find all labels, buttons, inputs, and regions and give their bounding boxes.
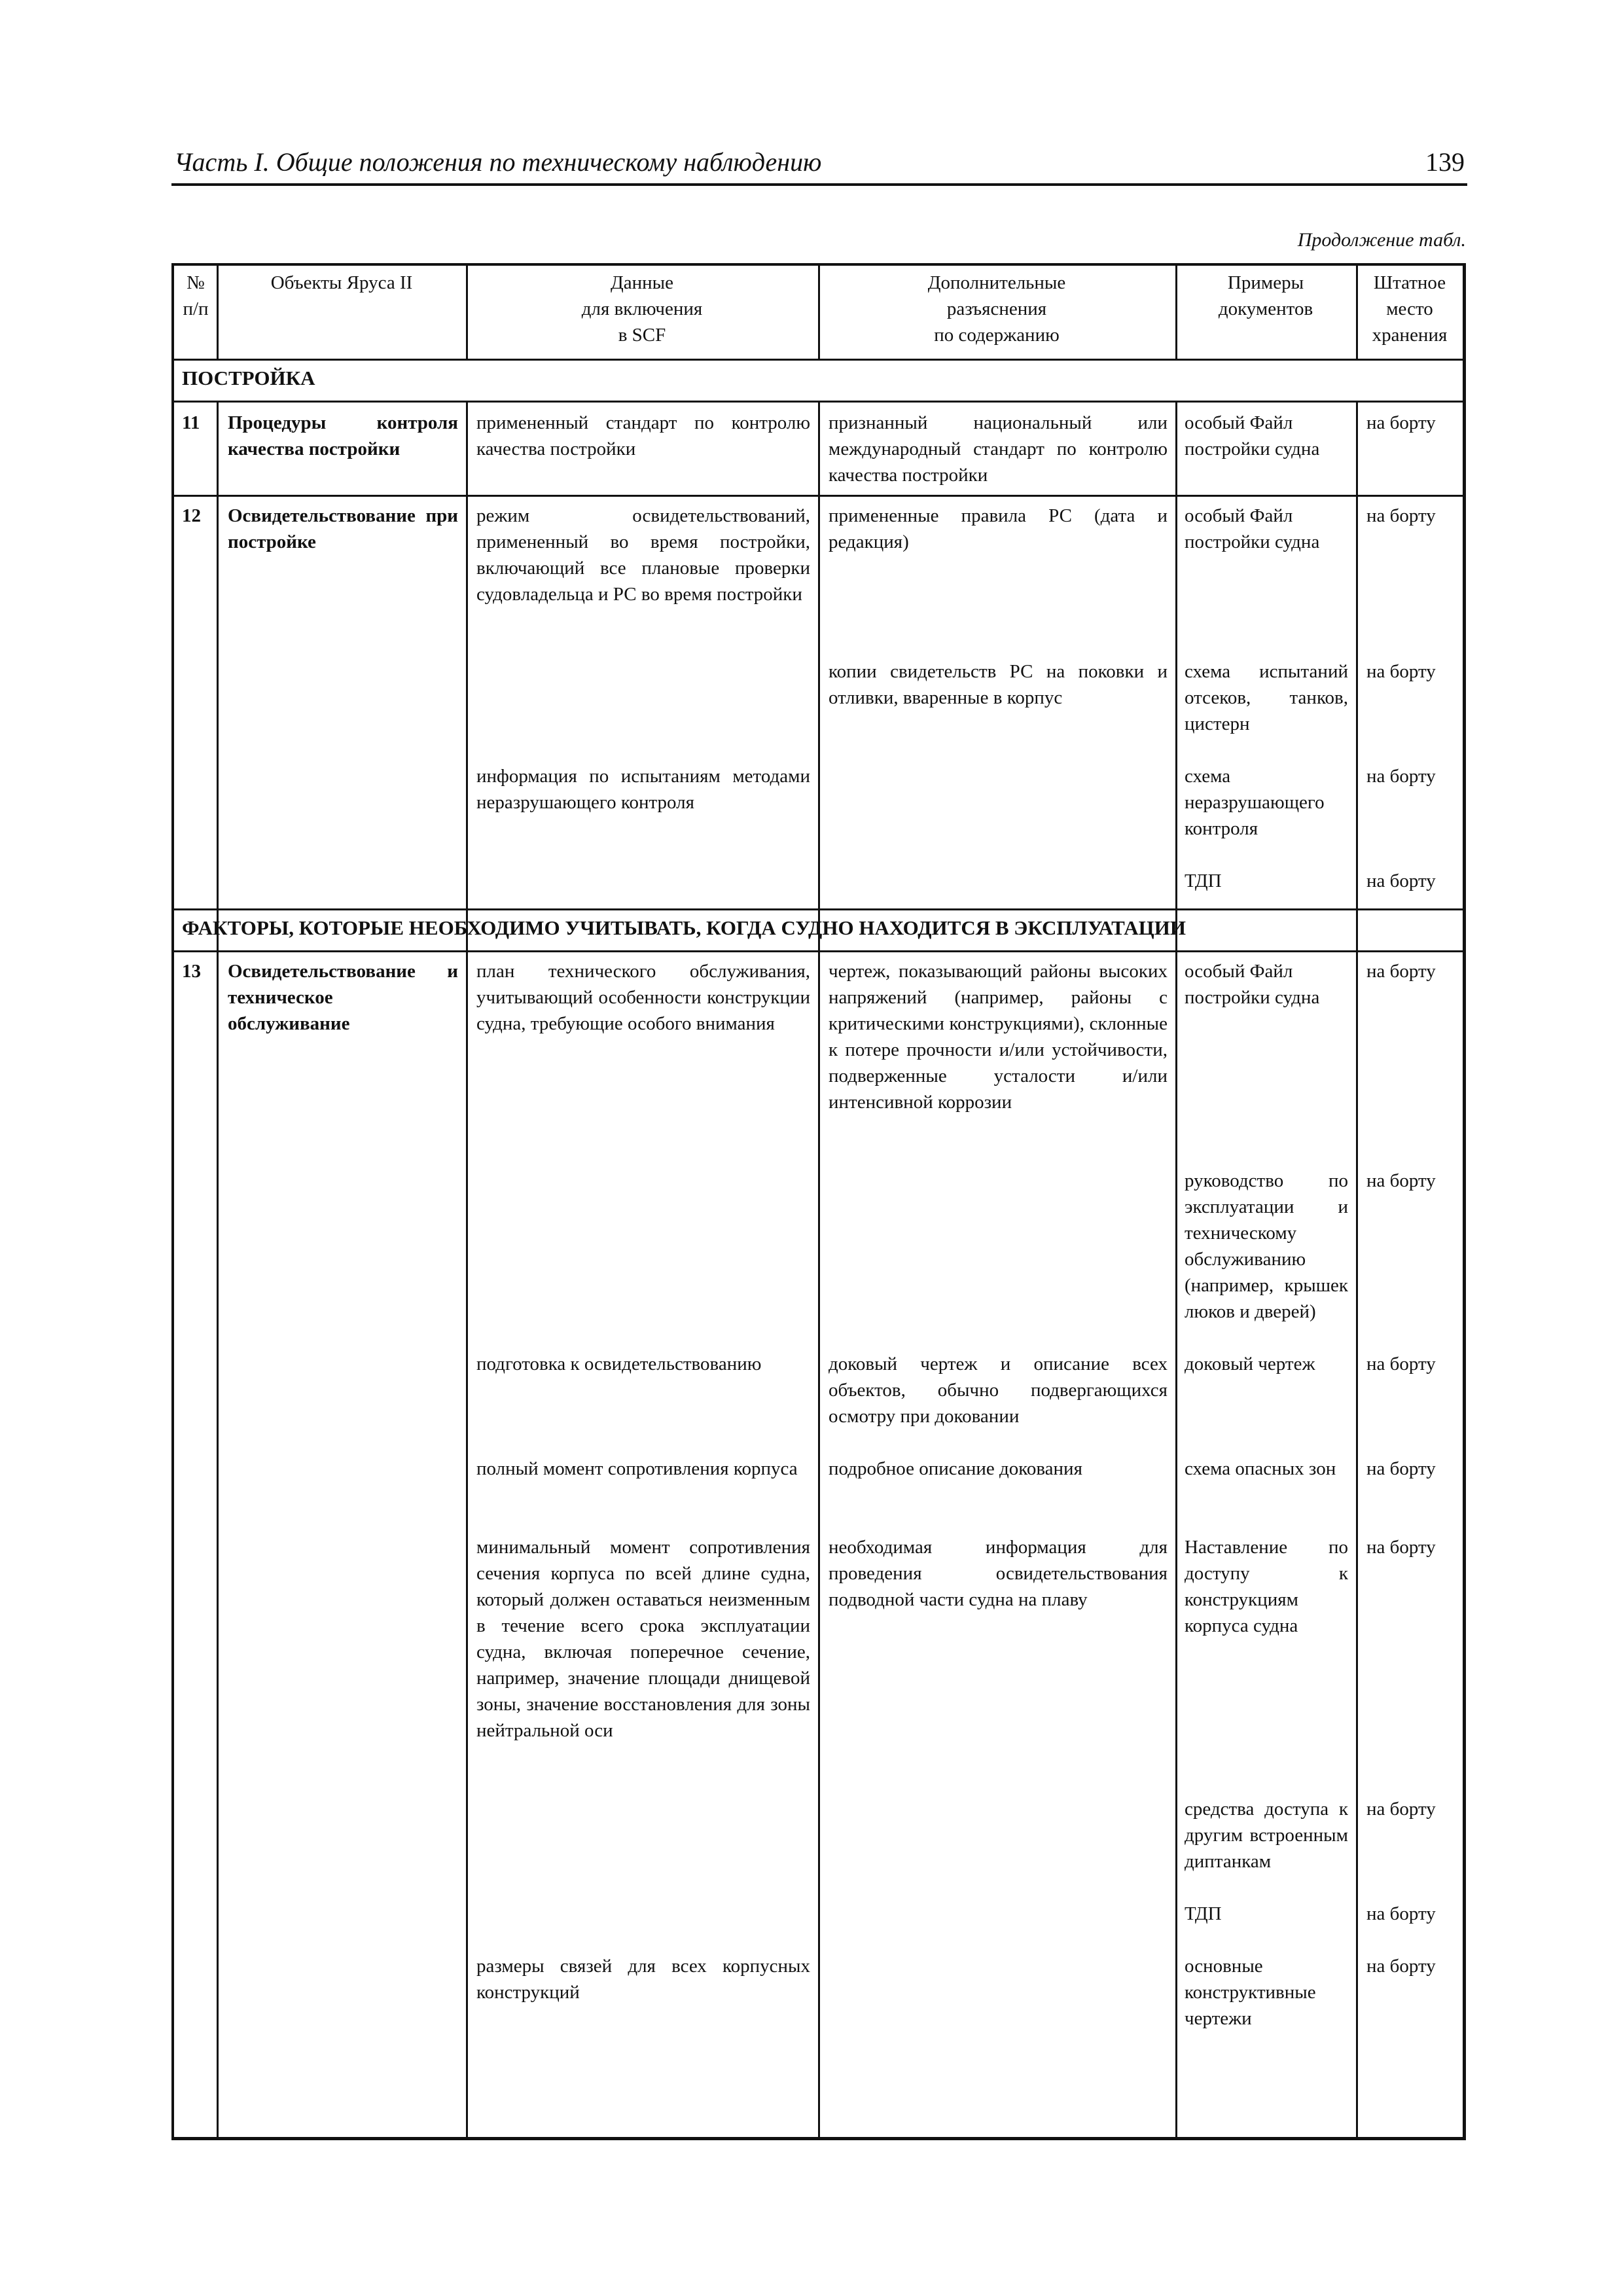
row-12a-notes: примененные правила РС (дата и редакция) bbox=[829, 505, 1168, 552]
row-12c-data: информация по испытаниям методами неразрушающего контроля bbox=[476, 766, 810, 813]
row-13d-notes: подробное описание докования bbox=[829, 1458, 1082, 1479]
section-operation: ФАКТОРЫ, КОТОРЫЕ НЕОБХОДИМО УЧИТЫВАТЬ, КОГДА СУДНО НАХОДИТСЯ В ЭКСПЛУАТАЦИИ bbox=[182, 916, 1186, 939]
row-13e-notes: необходимая информация для проведения освидетельствования подводной части судна на плаву bbox=[829, 1537, 1168, 1610]
row-13c-place: на борту bbox=[1366, 1354, 1436, 1374]
row-13f-place: на борту bbox=[1366, 1799, 1436, 1820]
col-header-number: № п/п bbox=[183, 272, 209, 319]
col-header-place: Штатное место хранения bbox=[1372, 272, 1448, 346]
row-13e-doc: Наставление по доступу к конструкциям корпуса судна bbox=[1185, 1537, 1348, 1636]
page-number: 139 bbox=[1425, 147, 1465, 177]
row-12a-doc: особый Файл постройки судна bbox=[1185, 505, 1320, 552]
row-13a-doc: особый Файл постройки судна bbox=[1185, 961, 1320, 1008]
row-11-bottom-line bbox=[174, 495, 1463, 497]
row-13a-data: план технического обслуживания, учитывающий особенности конструкции судна, требующие особого внимания bbox=[476, 961, 810, 1034]
row-11-doc: особый Файл постройки судна bbox=[1185, 412, 1320, 459]
row-13d-doc: схема опасных зон bbox=[1185, 1458, 1336, 1479]
row-13d-data: полный момент сопротивления корпуса bbox=[476, 1458, 798, 1479]
row-13e-data: минимальный момент сопротивления сечения корпуса по всей длине судна, который должен оставаться неизменным в течение всего срока эксплуатации судна, включая поперечное сечение, например, значение площади днищевой зоны, значение восстановления для зоны нейтральной оси bbox=[476, 1537, 810, 1741]
row-13b-doc: руководство по эксплуатации и техническому обслуживанию (например, крышек люков и дверей) bbox=[1185, 1170, 1348, 1322]
row-13a-place: на борту bbox=[1366, 961, 1436, 982]
header-row-line bbox=[174, 359, 1463, 361]
page-header bbox=[171, 145, 1467, 186]
row-11-number: 11 bbox=[182, 412, 200, 433]
row-13-object: Освидетельствование и техническое обслуживание bbox=[228, 961, 458, 1034]
row-13c-doc: доковый чертеж bbox=[1185, 1354, 1315, 1374]
section-banner-mask bbox=[174, 910, 1461, 950]
col-header-data: Данные для включения в SCF bbox=[581, 272, 703, 346]
row-13f-doc: средства доступа к другим встроенным диптанкам bbox=[1185, 1799, 1348, 1872]
col-line-1 bbox=[217, 950, 219, 2138]
col-line-4 bbox=[1175, 950, 1177, 2138]
row-12d-doc: ТДП bbox=[1185, 870, 1222, 891]
row-12-object: Освидетельствование при постройке bbox=[228, 505, 458, 552]
row-11-notes: признанный национальный или международный стандарт по контролю качества постройки bbox=[829, 412, 1168, 486]
row-11-place: на борту bbox=[1366, 412, 1436, 433]
col-line-2 bbox=[466, 950, 468, 2138]
row-12b-place: на борту bbox=[1366, 661, 1436, 682]
row-13g-doc: ТДП bbox=[1185, 1903, 1222, 1924]
row-13e-place: на борту bbox=[1366, 1537, 1436, 1558]
row-12a-data: режим освидетельствований, примененный во время постройки, включающий все плановые проверки судовладельца и РС во время постройки bbox=[476, 505, 810, 605]
row-13h-doc: основные конструктивные чертежи bbox=[1185, 1956, 1316, 2029]
table-continuation-label: Продолжение табл. bbox=[1297, 229, 1466, 251]
row-13c-data: подготовка к освидетельствованию bbox=[476, 1354, 762, 1374]
row-11-data: примененный стандарт по контролю качества постройки bbox=[476, 412, 810, 459]
row-13g-place: на борту bbox=[1366, 1903, 1436, 1924]
col-header-object: Объекты Яруса II bbox=[270, 272, 413, 293]
row-13-number: 13 bbox=[182, 961, 201, 982]
row-11-object: Процедуры контроля качества постройки bbox=[228, 412, 458, 459]
row-12-number: 12 bbox=[182, 505, 201, 526]
row-13d-place: на борту bbox=[1366, 1458, 1436, 1479]
section-construction: ПОСТРОЙКА bbox=[182, 367, 315, 389]
row-13a-notes: чертеж, показывающий районы высоких напряжений (например, районы с критическими конструкциями), склонные к потере прочности и/или устойчивости, подверженные усталости и/или интенсивной коррозии bbox=[829, 961, 1168, 1113]
row-12b-doc: схема испытаний отсеков, танков, цистерн bbox=[1185, 661, 1348, 734]
row-12c-doc: схема неразрушающего контроля bbox=[1185, 766, 1325, 839]
row-13b-place: на борту bbox=[1366, 1170, 1436, 1191]
row-13c-notes: доковый чертеж и описание всех объектов, обычно подвергающихся осмотру при доковании bbox=[829, 1354, 1168, 1427]
col-line-5 bbox=[1356, 950, 1358, 2138]
col-line-3 bbox=[818, 950, 820, 2138]
row-12d-place: на борту bbox=[1366, 870, 1436, 891]
col-header-notes: Дополнительные разъяснения по содержанию bbox=[927, 272, 1066, 346]
running-title: Часть I. Общие положения по техническому наблюдению bbox=[174, 147, 822, 177]
row-12a-place: на борту bbox=[1366, 505, 1436, 526]
row-12c-place: на борту bbox=[1366, 766, 1436, 787]
row-12b-notes: копии свидетельств РС на поковки и отливки, вваренные в корпус bbox=[829, 661, 1168, 708]
row-13h-data: размеры связей для всех корпусных конструкций bbox=[476, 1956, 810, 2003]
row-13h-place: на борту bbox=[1366, 1956, 1436, 1977]
col-header-docs: Примеры документов bbox=[1218, 272, 1313, 319]
documents-table bbox=[171, 263, 1466, 2140]
